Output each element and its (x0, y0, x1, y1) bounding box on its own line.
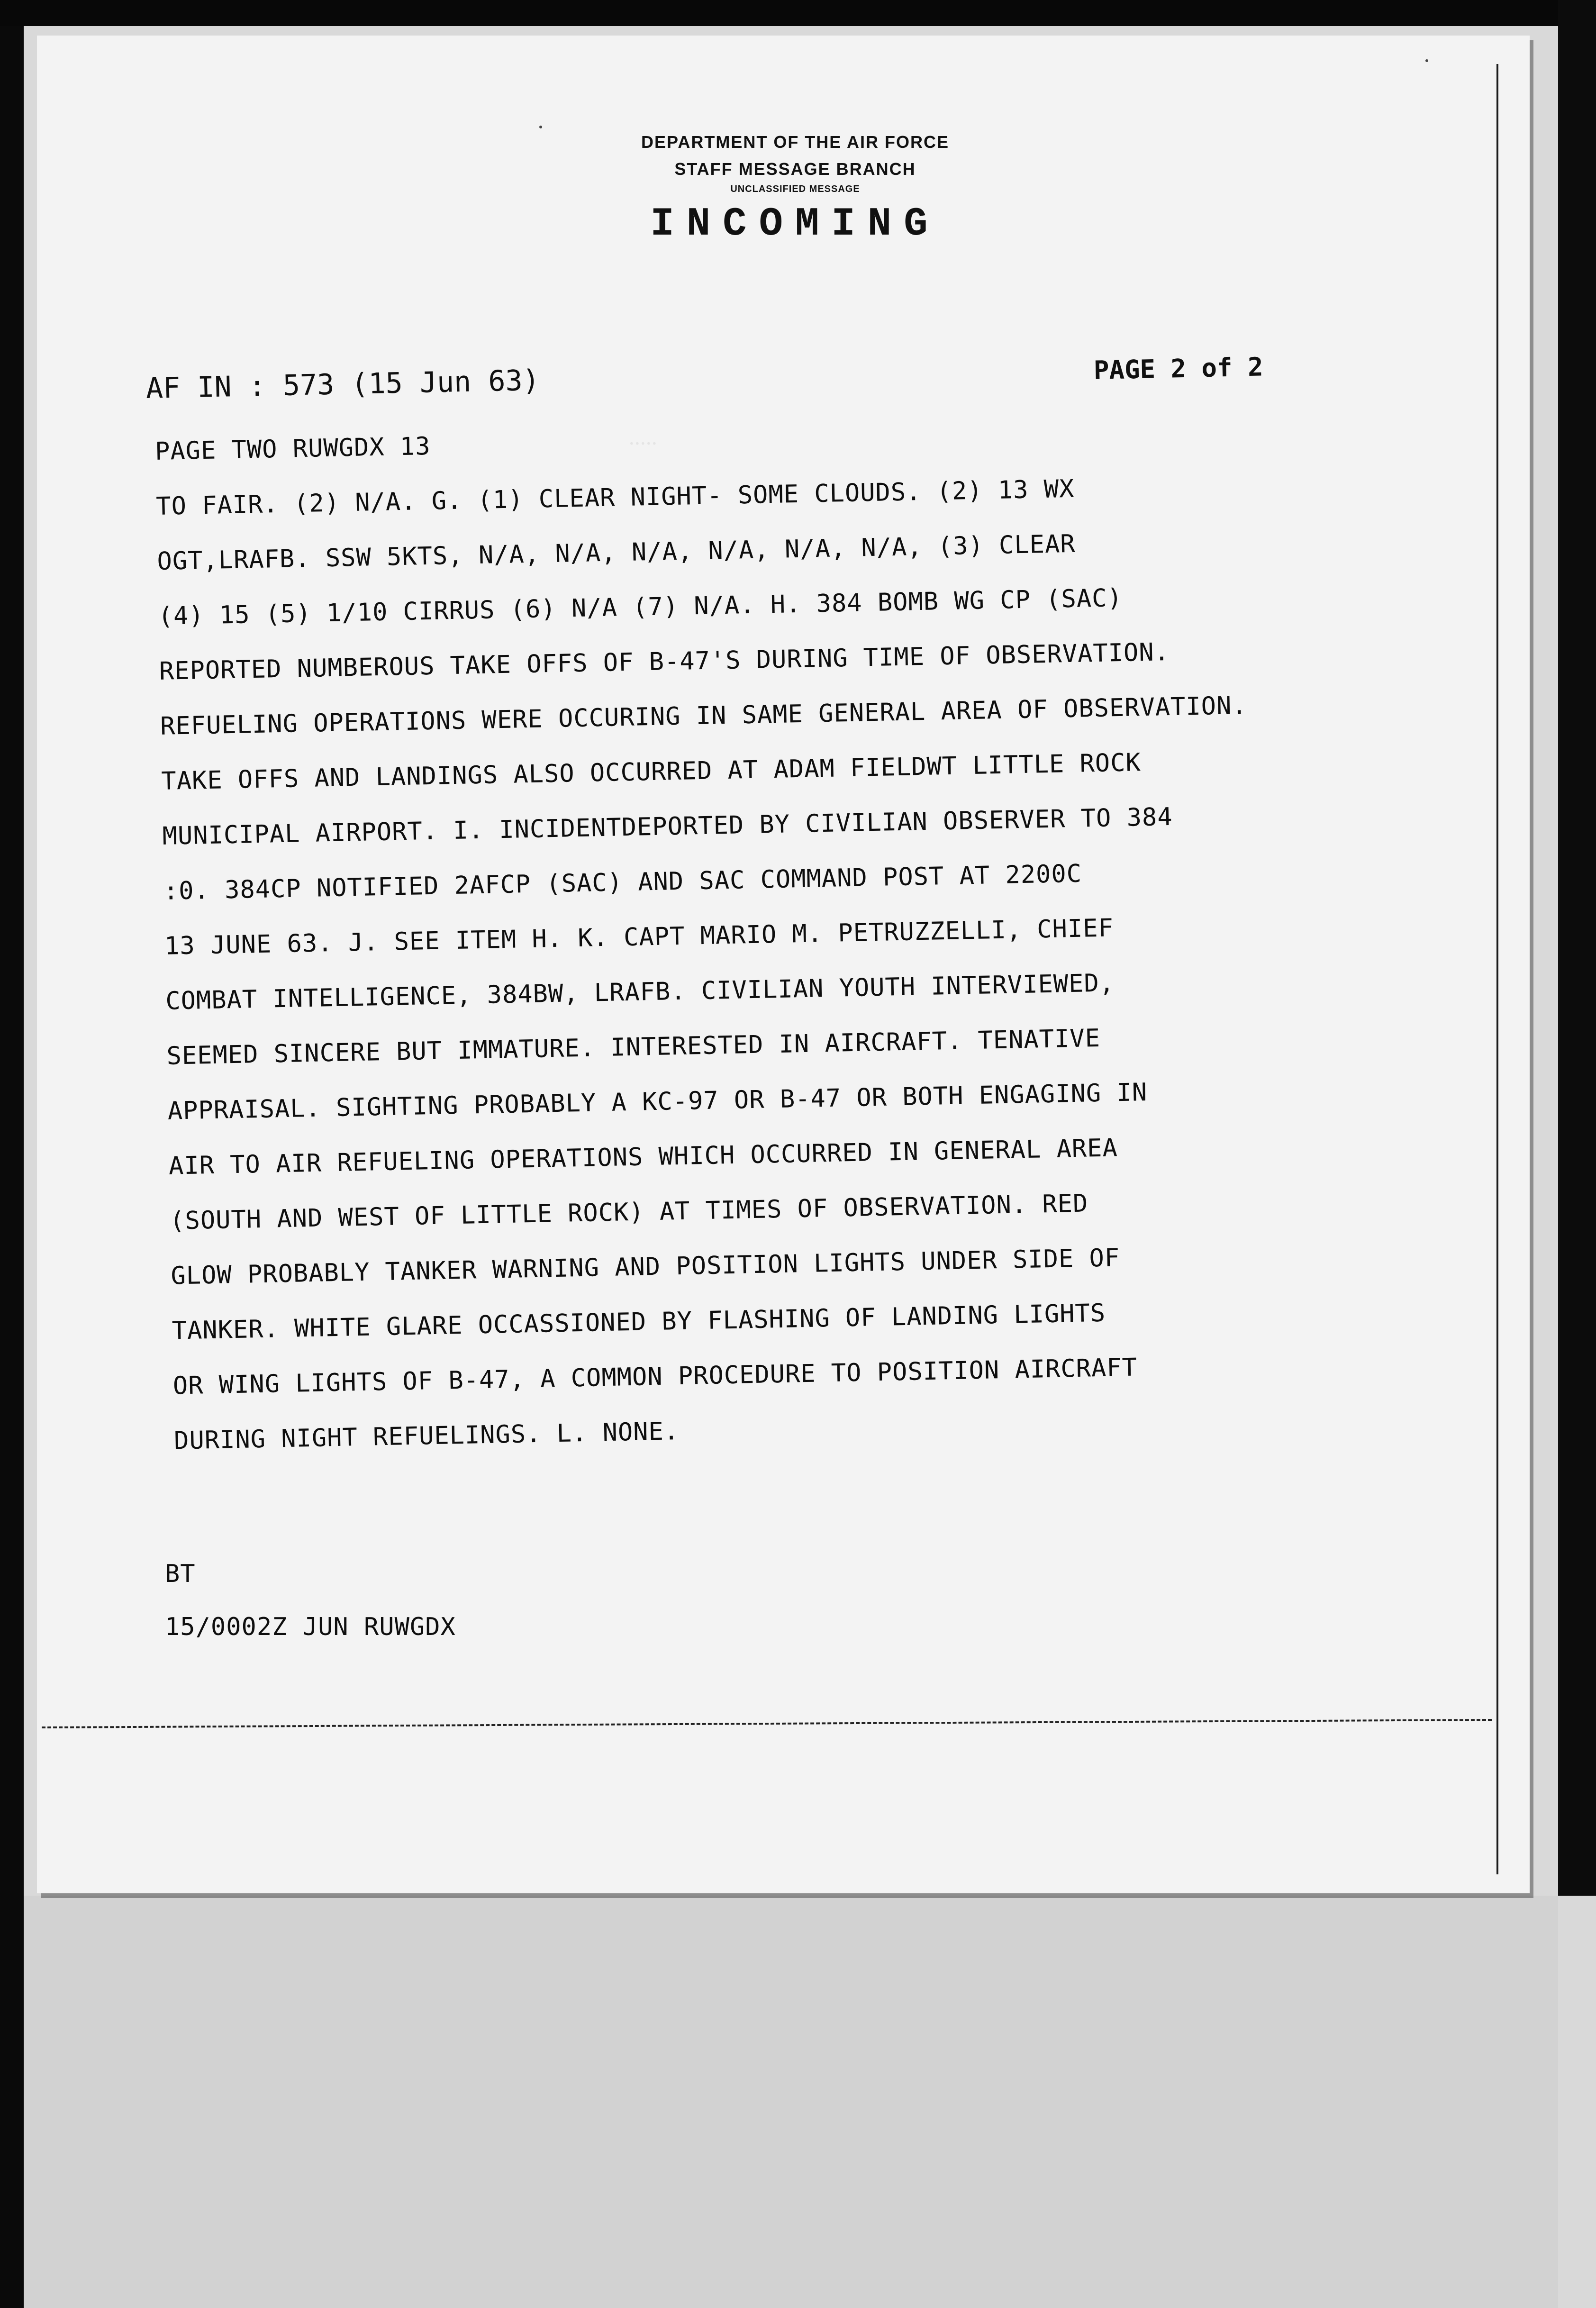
message-body (154, 399, 1478, 1468)
scan-top-border (0, 0, 1596, 26)
af-in-reference: AF IN : 573 (15 Jun 63) (145, 363, 540, 405)
body-line: 13 JUNE 63. J. SEE ITEM H. K. CAPT MARIO M. PETRUZZELLI, CHIEF (164, 914, 1114, 961)
body-line: REPORTED NUMBEROUS TAKE OFFS OF B-47'S DURING TIME OF OBSERVATION. (159, 637, 1170, 686)
body-line: SEEMED SINCERE BUT IMMATURE. INTERESTED IN AIRCRAFT. TENATIVE (166, 1024, 1101, 1071)
body-line: OGT,LRAFB. SSW 5KTS, N/A, N/A, N/A, N/A, N/A, N/A, (3) CLEAR (156, 529, 1076, 576)
date-time-group: 15/0002Z JUN RUWGDX (165, 1613, 456, 1641)
body-line: PAGE TWO RUWGDX 13 (154, 432, 431, 466)
page-number: PAGE 2 of 2 (1093, 352, 1264, 385)
message-sheet (37, 36, 1530, 1893)
break-marker: BT (165, 1560, 196, 1588)
body-line: COMBAT INTELLIGENCE, 384BW, LRAFB. CIVILIAN YOUTH INTERVIEWED, (165, 969, 1115, 1016)
branch-line: STAFF MESSAGE BRANCH (674, 159, 916, 179)
body-line: :0. 384CP NOTIFIED 2AFCP (SAC) AND SAC COMMAND POST AT 2200C (163, 859, 1082, 906)
body-line: TAKE OFFS AND LANDINGS ALSO OCCURRED AT ADAM FIELDWT LITTLE ROCK (161, 748, 1142, 796)
body-line: TO FAIR. (2) N/A. G. (1) CLEAR NIGHT- SOME CLOUDS. (2) 13 WX (155, 474, 1075, 521)
document-title: INCOMING (650, 202, 940, 247)
message-header (582, 128, 1008, 253)
body-line: REFUELING OPERATIONS WERE OCCURING IN SAME GENERAL AREA OF OBSERVATION. (160, 691, 1248, 741)
sheet-mark (539, 126, 542, 128)
body-line: (SOUTH AND WEST OF LITTLE ROCK) AT TIMES OF OBSERVATION. RED (169, 1189, 1088, 1236)
sheet-mark (1425, 59, 1428, 62)
body-line: TANKER. WHITE GLARE OCCASSIONED BY FLASHING OF LANDING LIGHTS (172, 1299, 1106, 1345)
body-line: DURING NIGHT REFUELINGS. L. NONE. (173, 1417, 680, 1455)
scan-lower-margin (24, 1896, 1558, 2308)
body-line: OR WING LIGHTS OF B-47, A COMMON PROCEDURE TO POSITION AIRCRAFT (172, 1353, 1138, 1400)
message-closing (165, 1547, 456, 1654)
sheet-edge-rule (1496, 64, 1498, 1874)
body-line: MUNICIPAL AIRPORT. I. INCIDENTDEPORTED BY CIVILIAN OBSERVER TO 384 (162, 802, 1173, 851)
bleed-through-text: ..... (629, 425, 658, 450)
department-line: DEPARTMENT OF THE AIR FORCE (641, 132, 949, 152)
classification-line: UNCLASSIFIED MESSAGE (730, 184, 860, 194)
perforation-line (42, 1719, 1492, 1728)
scan-right-border (1558, 0, 1596, 1896)
body-line: AIR TO AIR REFUELING OPERATIONS WHICH OCCURRED IN GENERAL AREA (168, 1134, 1118, 1181)
body-line: (4) 15 (5) 1/10 CIRRUS (6) N/A (7) N/A. H. 384 BOMB WG CP (SAC) (158, 583, 1123, 631)
body-line: APPRAISAL. SIGHTING PROBABLY A KC-97 OR B-47 OR BOTH ENGAGING IN (167, 1078, 1148, 1126)
body-line: GLOW PROBABLY TANKER WARNING AND POSITION LIGHTS UNDER SIDE OF (170, 1244, 1120, 1290)
